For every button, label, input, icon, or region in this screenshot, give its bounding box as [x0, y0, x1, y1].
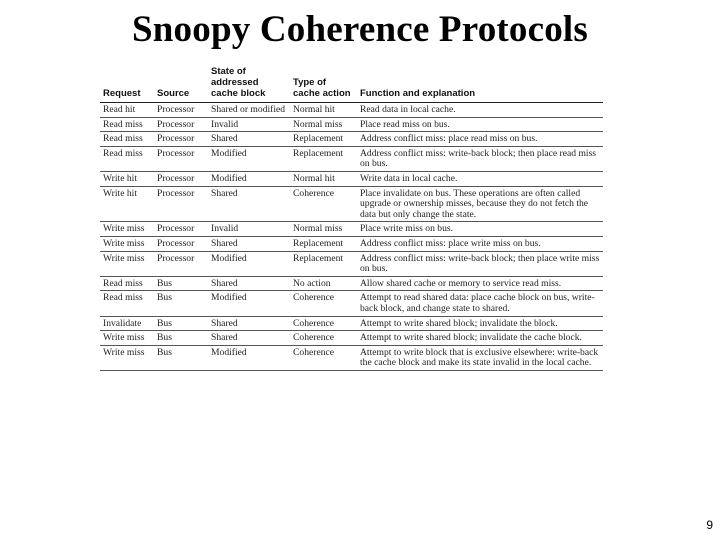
cell-function: Address conflict miss: write-back block; then place write miss on bus.: [357, 251, 603, 276]
cell-action-type: Coherence: [290, 291, 357, 316]
cell-function: Attempt to write block that is exclusive elsewhere: write-back the cache block and make its state invalid in the local cache.: [357, 345, 603, 370]
cell-source: Bus: [154, 345, 208, 370]
table-row: [100, 146, 603, 171]
cell-state: Shared: [208, 132, 290, 147]
cell-function: Allow shared cache or memory to service read miss.: [357, 276, 603, 291]
cell-state: Modified: [208, 251, 290, 276]
table-row: [100, 236, 603, 251]
cell-state: Shared: [208, 236, 290, 251]
header-request: Request: [100, 64, 154, 103]
header-row: [100, 64, 603, 103]
table-row: [100, 132, 603, 147]
table-header: [100, 64, 603, 103]
cell-request: Read miss: [100, 117, 154, 132]
cell-action-type: Normal hit: [290, 171, 357, 186]
cell-state: Modified: [208, 291, 290, 316]
table-row: [100, 276, 603, 291]
cell-action-type: Coherence: [290, 186, 357, 222]
cell-function: Address conflict miss: place read miss on bus.: [357, 132, 603, 147]
cell-action-type: Normal miss: [290, 222, 357, 237]
cell-function: Attempt to write shared block; invalidate the block.: [357, 316, 603, 331]
cell-request: Write miss: [100, 331, 154, 346]
cell-function: Read data in local cache.: [357, 103, 603, 118]
cell-source: Processor: [154, 146, 208, 171]
table-row: [100, 103, 603, 118]
table-row: [100, 117, 603, 132]
cell-request: Write hit: [100, 171, 154, 186]
cell-source: Bus: [154, 276, 208, 291]
cell-action-type: Replacement: [290, 146, 357, 171]
table-body: [100, 103, 603, 371]
cell-request: Read hit: [100, 103, 154, 118]
table-row: [100, 171, 603, 186]
cell-action-type: Replacement: [290, 132, 357, 147]
cell-function: Address conflict miss: write-back block; then place read miss on bus.: [357, 146, 603, 171]
cell-state: Shared or modified: [208, 103, 290, 118]
cell-request: Read miss: [100, 146, 154, 171]
cell-function: Attempt to write shared block; invalidate the cache block.: [357, 331, 603, 346]
cell-source: Processor: [154, 171, 208, 186]
cell-action-type: No action: [290, 276, 357, 291]
cell-state: Shared: [208, 331, 290, 346]
cell-request: Read miss: [100, 276, 154, 291]
table-row: [100, 222, 603, 237]
slide-title: Snoopy Coherence Protocols: [131, 9, 589, 50]
cell-source: Processor: [154, 236, 208, 251]
page-number: 9: [706, 518, 713, 532]
cell-request: Write miss: [100, 222, 154, 237]
cell-source: Processor: [154, 222, 208, 237]
cell-function: Write data in local cache.: [357, 171, 603, 186]
table-row: [100, 251, 603, 276]
header-function: Function and explanation: [357, 64, 603, 103]
protocol-table: [100, 64, 603, 371]
cell-state: Shared: [208, 186, 290, 222]
table-row: [100, 331, 603, 346]
cell-source: Processor: [154, 103, 208, 118]
cell-request: Invalidate: [100, 316, 154, 331]
table-row: [100, 316, 603, 331]
cell-function: Place invalidate on bus. These operations are often called upgrade or ownership misses, because they do not fetch the data but only change the state.: [357, 186, 603, 222]
cell-state: Invalid: [208, 222, 290, 237]
cell-source: Bus: [154, 316, 208, 331]
cell-action-type: Replacement: [290, 236, 357, 251]
header-source: Source: [154, 64, 208, 103]
cell-request: Read miss: [100, 132, 154, 147]
header-action-type: Type of cache action: [290, 64, 357, 103]
table-row: [100, 345, 603, 370]
cell-request: Write hit: [100, 186, 154, 222]
cell-source: Processor: [154, 186, 208, 222]
cell-action-type: Coherence: [290, 331, 357, 346]
cell-source: Bus: [154, 331, 208, 346]
cell-state: Modified: [208, 171, 290, 186]
cell-source: Bus: [154, 291, 208, 316]
cell-request: Read miss: [100, 291, 154, 316]
protocol-table-container: [100, 64, 603, 371]
cell-request: Write miss: [100, 345, 154, 370]
cell-action-type: Coherence: [290, 345, 357, 370]
cell-action-type: Normal hit: [290, 103, 357, 118]
header-state: State of addressed cache block: [208, 64, 290, 103]
cell-request: Write miss: [100, 236, 154, 251]
cell-function: Place read miss on bus.: [357, 117, 603, 132]
cell-function: Place write miss on bus.: [357, 222, 603, 237]
table-row: [100, 291, 603, 316]
table-row: [100, 186, 603, 222]
cell-function: Attempt to read shared data: place cache block on bus, write-back block, and change state to shared.: [357, 291, 603, 316]
cell-source: Processor: [154, 117, 208, 132]
cell-state: Shared: [208, 316, 290, 331]
cell-state: Invalid: [208, 117, 290, 132]
cell-source: Processor: [154, 132, 208, 147]
cell-source: Processor: [154, 251, 208, 276]
cell-state: Modified: [208, 146, 290, 171]
cell-function: Address conflict miss: place write miss on bus.: [357, 236, 603, 251]
cell-state: Modified: [208, 345, 290, 370]
cell-request: Write miss: [100, 251, 154, 276]
cell-state: Shared: [208, 276, 290, 291]
cell-action-type: Coherence: [290, 316, 357, 331]
cell-action-type: Replacement: [290, 251, 357, 276]
cell-action-type: Normal miss: [290, 117, 357, 132]
